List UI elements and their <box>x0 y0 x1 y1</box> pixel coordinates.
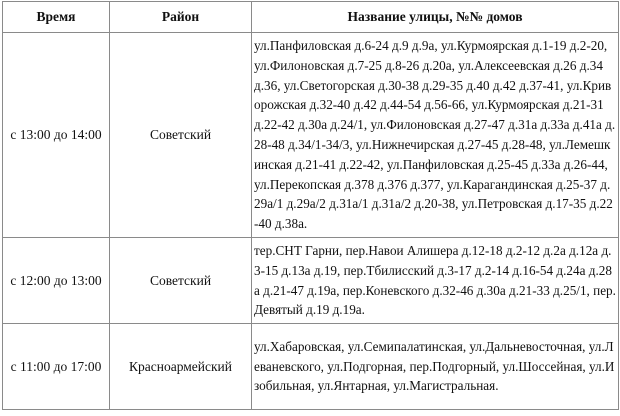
row-streets: ул.Панфиловская д.6-24 д.9 д.9а, ул.Курмоярская д.1-19 д.2-20, ул.Филоновская д.7-25 д.8-26 д.20а, ул.Алексеевская д.26 д.34 д.36, ул.Светогорская д.30-38 д.29-35 д.40 д.42 д.37-41, ул.Криворожская д.32-40 д.42 д.44-54 д.56-66, ул.Курмоярская д.21-31 д.22-42 д.30а д.24/1, ул.Филоновская д.27-47 д.31а д.33а д.41а д.28-48 д.34/1-34/3, ул.Нижнечирская д.27-45 д.28-48, ул.Лемешкинская д.21-41 д.22-42, ул.Панфиловская д.25-45 д.33а д.26-44, ул.Перекопская д.378 д.376 д.377, ул.Карагандинская д.25-37 д.29а/1 д.29а/2 д.31а/1 д.31а/2 д.20-38, ул.Петровская д.17-35 д.22-40 д.38а. <box>252 33 619 238</box>
row-time: с 12:00 до 13:00 <box>3 238 110 324</box>
table-row <box>3 33 619 238</box>
header-streets: Название улицы, №№ домов <box>252 2 619 33</box>
table-row <box>3 238 619 324</box>
header-district: Район <box>110 2 252 33</box>
row-district: Советский <box>110 33 252 238</box>
header-time: Время <box>3 2 110 33</box>
row-time: с 11:00 до 17:00 <box>3 324 110 410</box>
row-district: Советский <box>110 238 252 324</box>
table-header-row <box>3 2 619 33</box>
row-streets: ул.Хабаровская, ул.Семипалатинская, ул.Дальневосточная, ул.Леваневского, ул.Подгорная, пер.Подгорный, ул.Шоссейная, ул.Изобильная, ул.Янтарная, ул.Магистральная. <box>252 324 619 410</box>
outage-schedule-table <box>2 1 619 410</box>
row-district: Красноармейский <box>110 324 252 410</box>
row-streets: тер.СНТ Гарни, пер.Навои Алишера д.12-18 д.2-12 д.2а д.12а д.3-15 д.13а д.19, пер.Тбилисский д.3-17 д.2-14 д.16-54 д.24а д.28а д.21-47 д.19а, пер.Коневского д.32-46 д.30а д.21-33 д.25/1, пер.Девятый д.19 д.19а. <box>252 238 619 324</box>
table-row <box>3 324 619 410</box>
row-time: с 13:00 до 14:00 <box>3 33 110 238</box>
